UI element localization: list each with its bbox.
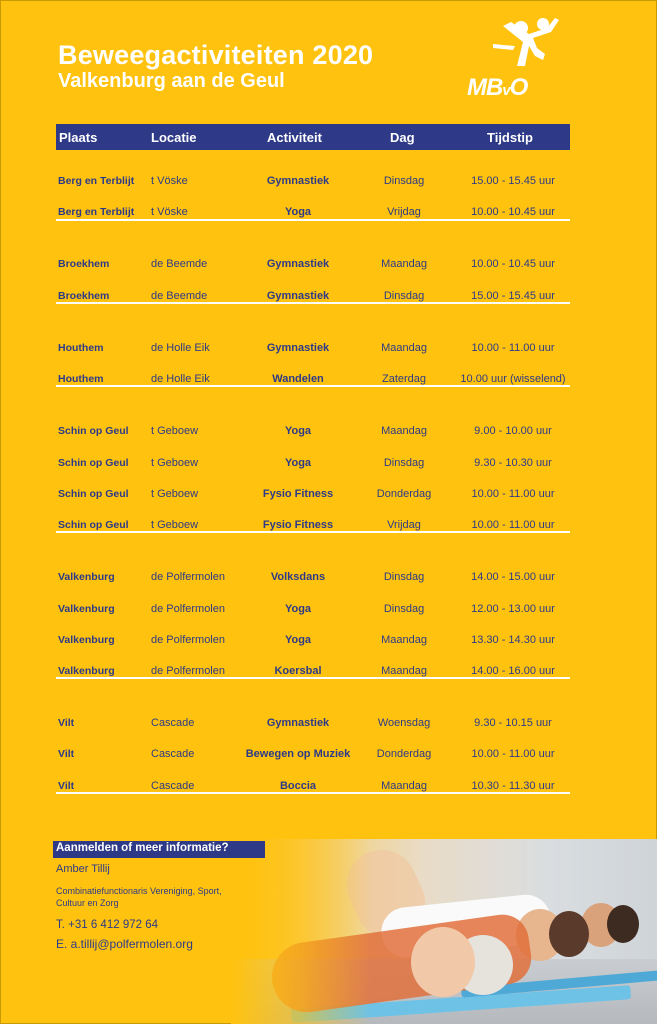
cell-plaats: Schin op Geul xyxy=(58,488,129,500)
cell-plaats: Houthem xyxy=(58,342,104,354)
cell-plaats: Houthem xyxy=(58,373,104,385)
cell-plaats: Berg en Terblijt xyxy=(58,175,135,187)
cell-plaats: Broekhem xyxy=(58,290,110,302)
cell-plaats: Schin op Geul xyxy=(58,457,129,469)
group-divider xyxy=(56,792,570,794)
cell-plaats: Vilt xyxy=(58,748,75,760)
cell-locatie: de Polfermolen xyxy=(151,571,225,583)
cell-locatie: t Geboew xyxy=(151,457,199,469)
cell-locatie: t Geboew xyxy=(151,488,199,500)
page-header xyxy=(58,39,373,93)
column-header-dag: Dag xyxy=(390,130,415,145)
group-divider xyxy=(56,677,570,679)
dancers-icon xyxy=(463,16,573,76)
contact-email-link[interactable]: E. a.tillij@polfermolen.org xyxy=(56,937,193,951)
contact-name: Amber Tillij xyxy=(56,863,110,875)
table-row: Vilt Cascade Gymnastiek Woensdag 9.30 - 10.15 uur xyxy=(58,717,552,729)
table-row: Vilt Cascade Bewegen op Muziek Donderdag 10.00 - 11.00 uur xyxy=(58,748,555,760)
page-subtitle: Valkenburg aan de Geul xyxy=(58,70,285,92)
cell-plaats: Valkenburg xyxy=(58,665,115,677)
table-row: Schin op Geul t Geboew Fysio Fitness Donderdag 10.00 - 11.00 uur xyxy=(58,488,555,500)
table-row: Schin op Geul t Geboew Yoga Dinsdag 9.30 - 10.30 uur xyxy=(58,457,552,469)
cell-locatie: Cascade xyxy=(151,717,195,729)
seniors-exercise-photo-icon xyxy=(231,839,657,1024)
cell-locatie: de Holle Eik xyxy=(151,342,210,354)
table-row: Broekhem de Beemde Gymnastiek Maandag 10.00 - 10.45 uur xyxy=(58,258,555,270)
page-title: Beweegactiviteiten 2020 xyxy=(58,40,374,70)
group-divider xyxy=(56,302,570,304)
cell-plaats: Broekhem xyxy=(58,258,110,270)
table-row: Schin op Geul t Geboew Fysio Fitness Vrijdag 10.00 - 11.00 uur xyxy=(58,519,555,531)
table-row: Valkenburg de Polfermolen Volksdans Dinsdag 14.00 - 15.00 uur xyxy=(58,571,555,583)
cell-plaats: Vilt xyxy=(58,717,75,729)
table-row: Houthem de Holle Eik Gymnastiek Maandag 10.00 - 11.00 uur xyxy=(58,342,555,354)
mbvo-logo-icon xyxy=(463,16,573,104)
cell-locatie: de Polfermolen xyxy=(151,634,225,646)
logo-text: MBvO xyxy=(467,74,528,101)
table-row: Schin op Geul t Geboew Yoga Maandag 9.00 - 10.00 uur xyxy=(58,425,552,437)
cell-locatie: de Polfermolen xyxy=(151,603,225,615)
contact-role: Combinatiefunctionaris Vereniging, Sport, Cultuur en Zorg xyxy=(56,886,222,908)
cell-plaats: Vilt xyxy=(58,780,75,792)
table-row: Vilt Cascade Boccia Maandag 10.30 - 11.30 uur xyxy=(58,780,555,792)
cell-locatie: de Polfermolen xyxy=(151,665,225,677)
group-divider xyxy=(56,219,570,221)
cell-locatie: de Beemde xyxy=(151,258,208,270)
group-divider xyxy=(56,531,570,533)
cell-locatie: Cascade xyxy=(151,748,195,760)
group-divider xyxy=(56,385,570,387)
column-header-locatie: Locatie xyxy=(151,130,197,145)
column-header-plaats: Plaats xyxy=(59,130,98,145)
table-row: Valkenburg de Polfermolen Koersbal Maandag 14.00 - 16.00 uur xyxy=(58,665,555,677)
contact-phone[interactable]: T. +31 6 412 972 64 xyxy=(56,919,158,931)
contact-heading: Aanmelden of meer informatie? xyxy=(53,841,265,858)
cell-locatie: Cascade xyxy=(151,780,195,792)
cell-plaats: Berg en Terblijt xyxy=(58,206,135,218)
cell-plaats: Valkenburg xyxy=(58,571,115,583)
cell-locatie: de Beemde xyxy=(151,290,208,302)
cell-locatie: t Geboew xyxy=(151,425,199,437)
table-row: Berg en Terblijt t Vöske Yoga Vrijdag 10.00 - 10.45 uur xyxy=(58,206,555,218)
table-row: Houthem de Holle Eik Wandelen Zaterdag 10.00 uur (wisselend) xyxy=(58,373,566,385)
cell-plaats: Valkenburg xyxy=(58,603,115,615)
table-row: Valkenburg de Polfermolen Yoga Dinsdag 12.00 - 13.00 uur xyxy=(58,603,555,615)
cell-plaats: Schin op Geul xyxy=(58,519,129,531)
cell-locatie: t Vöske xyxy=(151,175,188,187)
table-row: Broekhem de Beemde Gymnastiek Dinsdag 15.00 - 15.45 uur xyxy=(58,290,555,302)
table-row: Valkenburg de Polfermolen Yoga Maandag 13.30 - 14.30 uur xyxy=(58,634,555,646)
table-header xyxy=(56,124,570,150)
cell-plaats: Schin op Geul xyxy=(58,425,129,437)
cell-locatie: t Geboew xyxy=(151,519,199,531)
cell-locatie: t Vöske xyxy=(151,206,188,218)
cell-locatie: de Holle Eik xyxy=(151,373,210,385)
column-header-tijdstip: Tijdstip xyxy=(487,130,533,145)
column-header-activiteit: Activiteit xyxy=(267,130,322,145)
cell-plaats: Valkenburg xyxy=(58,634,115,646)
table-row: Berg en Terblijt t Vöske Gymnastiek Dinsdag 15.00 - 15.45 uur xyxy=(58,175,555,187)
